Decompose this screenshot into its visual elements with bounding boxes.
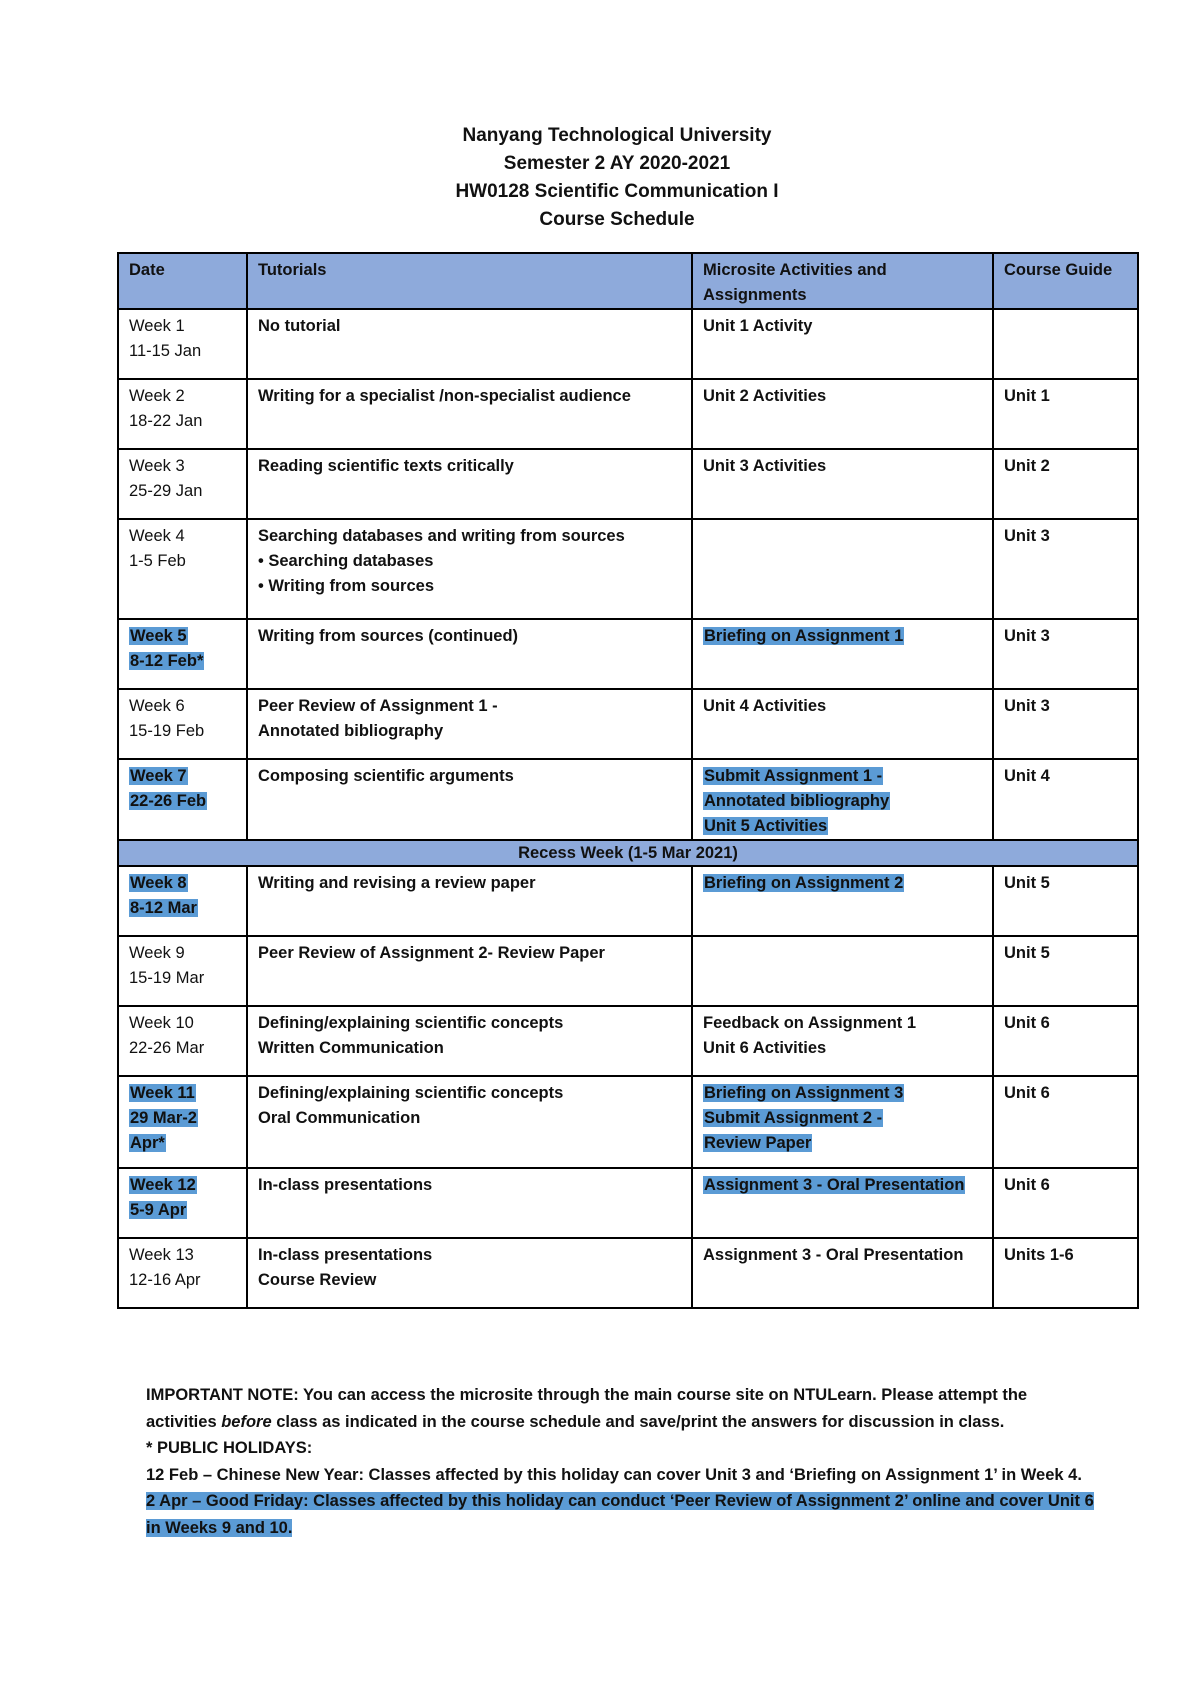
- table-row: [118, 689, 1138, 759]
- holiday-note-cny: 12 Feb – Chinese New Year: Classes affected by this holiday can cover Unit 3 and ‘Briefing on Assignment 1’ in Week 4.: [146, 1465, 1082, 1484]
- guide-cell: Unit 3: [993, 619, 1138, 689]
- important-note: [146, 1382, 1096, 1435]
- tutorial-text: In-class presentations: [258, 1246, 433, 1264]
- tutorial-cell: [247, 1076, 692, 1168]
- activity-cell: [692, 619, 993, 689]
- holiday-note-good-friday-text: 2 Apr – Good Friday: Classes affected by this holiday can conduct ‘Peer Review of Assignment 2’ online and cover Unit 6 in Weeks 9 and 10.: [146, 1492, 1094, 1537]
- activity-cell: [692, 689, 993, 759]
- tutorial-text: Writing and revising a review paper: [258, 874, 536, 892]
- week-label: Week 3: [129, 457, 185, 475]
- tutorial-text: Annotated bibliography: [258, 722, 444, 740]
- semester-line: Semester 2 AY 2020-2021: [503, 153, 731, 174]
- table-row: [118, 619, 1138, 689]
- tutorial-text: Defining/explaining scientific concepts: [258, 1084, 564, 1102]
- table-row: [118, 1076, 1138, 1168]
- table-row: [118, 866, 1138, 936]
- week-dates: 15-19 Feb: [129, 722, 205, 740]
- guide-cell: Unit 6: [993, 1006, 1138, 1076]
- activity-cell: [692, 1076, 993, 1168]
- important-text-b: class as indicated in the course schedule and save/print the answers for discussion in class.: [271, 1412, 1005, 1431]
- date-cell: [118, 619, 247, 689]
- tutorial-cell: [247, 759, 692, 840]
- bullet-item: • Writing from sources: [258, 574, 681, 599]
- guide-cell: Unit 6: [993, 1076, 1138, 1168]
- tutorial-cell: [247, 936, 692, 1006]
- week-label: Week 12: [130, 1176, 196, 1194]
- tutorial-text: Oral Communication: [258, 1109, 421, 1127]
- column-header-tutorials: Tutorials: [247, 253, 692, 309]
- table-row: [118, 519, 1138, 619]
- tutorial-text: Reading scientific texts critically: [258, 457, 514, 475]
- tutorial-cell: [247, 449, 692, 519]
- activity-text: Unit 6 Activities: [703, 1039, 827, 1057]
- document-title: Course Schedule: [539, 209, 695, 230]
- week-dates: 25-29 Jan: [129, 482, 203, 500]
- activity-text: Feedback on Assignment 1: [703, 1014, 917, 1032]
- activity-text: Assignment 3 - Oral Presentation: [703, 1246, 964, 1264]
- table-row: [118, 1238, 1138, 1308]
- week-label: Week 10: [129, 1014, 194, 1032]
- guide-cell: Unit 5: [993, 936, 1138, 1006]
- week-label: Week 6: [129, 697, 185, 715]
- tutorial-cell: [247, 309, 692, 379]
- week-label: Week 11: [130, 1084, 195, 1102]
- important-label: IMPORTANT NOTE:: [146, 1386, 299, 1404]
- tutorial-text: Writing from sources (continued): [258, 627, 519, 645]
- week-dates-continued: Apr*: [130, 1134, 165, 1152]
- table-row: [118, 309, 1138, 379]
- tutorial-text: Composing scientific arguments: [258, 767, 514, 785]
- activity-text: Assignment 3 - Oral Presentation: [704, 1176, 965, 1194]
- week-dates: 11-15 Jan: [129, 342, 202, 360]
- activity-text: Submit Assignment 1 -: [704, 767, 883, 785]
- date-cell: [118, 309, 247, 379]
- date-cell: [118, 1168, 247, 1238]
- tutorial-text: Defining/explaining scientific concepts: [258, 1014, 564, 1032]
- tutorial-text: Writing for a specialist /non-specialist audience: [258, 387, 631, 405]
- activity-cell: [692, 449, 993, 519]
- week-label: Week 13: [129, 1246, 194, 1264]
- week-dates: 8-12 Feb*: [130, 652, 204, 670]
- activity-text: Unit 3 Activities: [703, 457, 827, 475]
- week-dates: 1-5 Feb: [129, 552, 186, 570]
- week-label: Week 8: [130, 874, 187, 892]
- date-cell: [118, 519, 247, 619]
- activity-text: Briefing on Assignment 1: [704, 627, 904, 645]
- holidays-heading: * PUBLIC HOLIDAYS:: [146, 1439, 313, 1457]
- activity-text: Annotated bibliography: [704, 792, 890, 810]
- date-cell: [118, 449, 247, 519]
- activity-cell: [692, 1168, 993, 1238]
- activity-cell: [692, 1238, 993, 1308]
- tutorial-cell: [247, 1168, 692, 1238]
- activity-cell: [692, 309, 993, 379]
- week-dates: 22-26 Feb: [130, 792, 207, 810]
- guide-cell: Unit 1: [993, 379, 1138, 449]
- week-dates: 5-9 Apr: [130, 1201, 187, 1219]
- guide-cell: Unit 3: [993, 519, 1138, 619]
- guide-cell: Unit 5: [993, 866, 1138, 936]
- recess-label: Recess Week (1-5 Mar 2021): [118, 840, 1138, 866]
- week-dates: 22-26 Mar: [129, 1039, 205, 1057]
- recess-row: [118, 840, 1138, 866]
- activity-text: Briefing on Assignment 2: [704, 874, 904, 892]
- week-label: Week 4: [129, 527, 185, 545]
- table-header-row: [118, 253, 1138, 309]
- activity-cell: [692, 519, 993, 619]
- course-title: HW0128 Scientific Communication I: [455, 181, 779, 202]
- tutorial-cell: [247, 1238, 692, 1308]
- document-header: [117, 122, 1117, 234]
- guide-cell: Units 1-6: [993, 1238, 1138, 1308]
- activity-text: Unit 2 Activities: [703, 387, 827, 405]
- tutorial-cell: [247, 689, 692, 759]
- activity-text: Review Paper: [704, 1134, 812, 1152]
- column-header-date: Date: [118, 253, 247, 309]
- tutorial-text: In-class presentations: [258, 1176, 433, 1194]
- column-header-course-guide: Course Guide: [993, 253, 1138, 309]
- date-cell: [118, 1238, 247, 1308]
- week-label: Week 7: [130, 767, 187, 785]
- important-emphasis: before: [221, 1412, 272, 1431]
- important-text-a: You can access the microsite through the main course site on NTULearn. Please attempt the activities: [146, 1386, 1028, 1431]
- table-row: [118, 1168, 1138, 1238]
- table-row: [118, 1006, 1138, 1076]
- week-dates: 12-16 Apr: [129, 1271, 201, 1289]
- guide-cell: Unit 6: [993, 1168, 1138, 1238]
- tutorial-cell: [247, 1006, 692, 1076]
- table-row: [118, 936, 1138, 1006]
- activity-text: Unit 4 Activities: [703, 697, 827, 715]
- activity-cell: [692, 379, 993, 449]
- date-cell: [118, 866, 247, 936]
- tutorial-cell: [247, 379, 692, 449]
- activity-text: Submit Assignment 2 -: [704, 1109, 883, 1127]
- bullet-item: • Searching databases: [258, 549, 681, 574]
- date-cell: [118, 689, 247, 759]
- tutorial-cell: [247, 619, 692, 689]
- week-dates: 8-12 Mar: [130, 899, 197, 917]
- holiday-note-good-friday: [146, 1488, 1096, 1541]
- date-cell: [118, 1076, 247, 1168]
- tutorial-text: Searching databases and writing from sources: [258, 527, 625, 545]
- activity-cell: [692, 759, 993, 840]
- date-cell: [118, 936, 247, 1006]
- guide-cell: Unit 3: [993, 689, 1138, 759]
- activity-cell: [692, 936, 993, 1006]
- activity-cell: [692, 1006, 993, 1076]
- activity-text: Briefing on Assignment 3: [704, 1084, 904, 1102]
- tutorial-cell: [247, 519, 692, 619]
- week-label: Week 5: [130, 627, 187, 645]
- tutorial-text: Peer Review of Assignment 2- Review Paper: [258, 944, 605, 962]
- course-schedule-table: [117, 252, 1139, 1309]
- tutorial-text: Peer Review of Assignment 1 -: [258, 697, 498, 715]
- notes-section: [146, 1382, 1096, 1541]
- table-row: [118, 449, 1138, 519]
- tutorial-text: Written Communication: [258, 1039, 444, 1057]
- university-name: Nanyang Technological University: [462, 125, 772, 146]
- tutorial-cell: [247, 866, 692, 936]
- column-header-activities: Microsite Activities and Assignments: [692, 253, 993, 309]
- guide-cell: Unit 4: [993, 759, 1138, 840]
- week-label: Week 2: [129, 387, 185, 405]
- week-label: Week 1: [129, 317, 185, 335]
- guide-cell: Unit 2: [993, 449, 1138, 519]
- week-dates: 18-22 Jan: [129, 412, 203, 430]
- date-cell: [118, 1006, 247, 1076]
- activity-text: Unit 1 Activity: [703, 317, 813, 335]
- week-label: Week 9: [129, 944, 185, 962]
- tutorial-text: No tutorial: [258, 317, 341, 335]
- activity-cell: [692, 866, 993, 936]
- date-cell: [118, 379, 247, 449]
- week-dates: 15-19 Mar: [129, 969, 205, 987]
- date-cell: [118, 759, 247, 840]
- tutorial-text: Course Review: [258, 1271, 377, 1289]
- activity-text: Unit 5 Activities: [704, 817, 828, 835]
- week-dates: 29 Mar-2: [130, 1109, 197, 1127]
- table-row: [118, 759, 1138, 840]
- guide-cell: [993, 309, 1138, 379]
- table-row: [118, 379, 1138, 449]
